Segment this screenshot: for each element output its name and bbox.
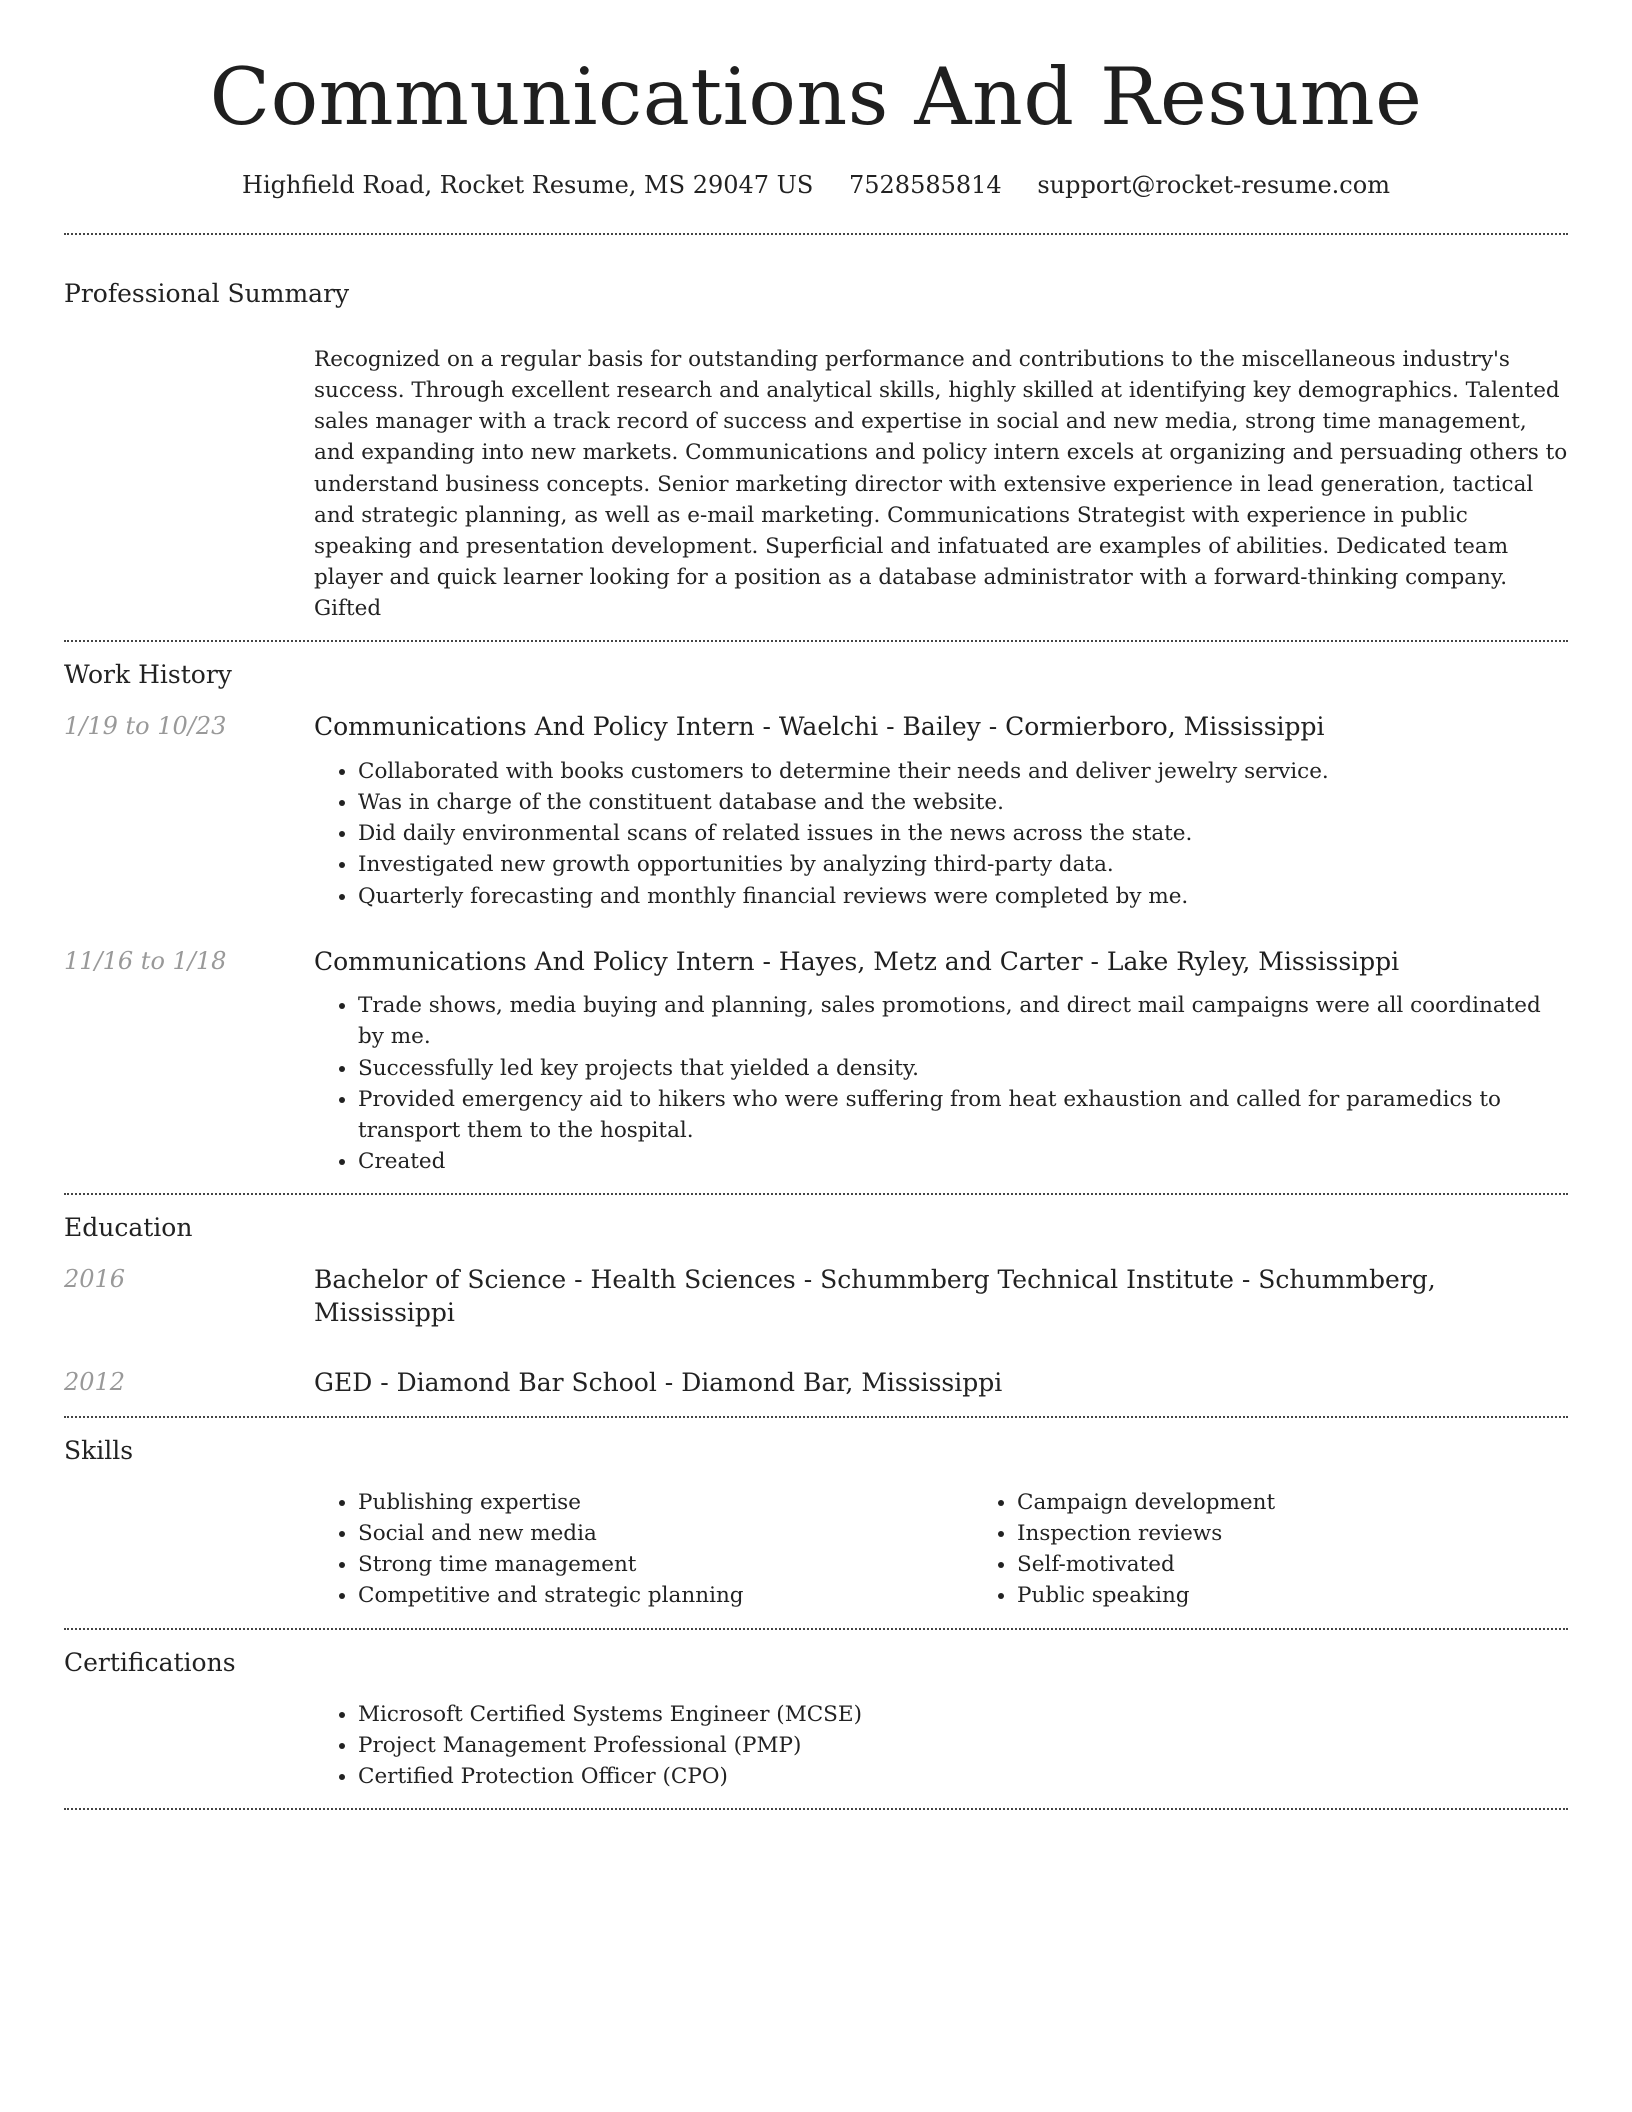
education-section [64,1195,1568,1400]
list-item: • Campaign development [1017,1487,1632,1518]
resume-header [64,0,1568,199]
list-item: • Microsoft Certified Systems Engineer (MCSE) [358,1699,1568,1730]
contact-line [64,171,1568,199]
list-item: • Provided emergency aid to hikers who were suffering from heat exhaustion and called for paramedics to transport them to the hospital. [358,1084,1568,1146]
list-item: • Created [358,1146,1568,1177]
certifications-body [314,1699,1568,1793]
list-item: • Strong time management [358,1549,973,1580]
email: support@rocket-resume.com [1037,170,1390,199]
education-entry [64,1367,1568,1400]
section-title-summary: Professional Summary [64,278,350,308]
certifications-section [64,1630,1568,1793]
education-year: 2016 [64,1265,126,1294]
section-title-work: Work History [64,660,232,690]
list-item: • Did daily environmental scans of related issues in the news across the state. [358,818,1568,849]
job-body [314,711,1568,911]
summary-text: Recognized on a regular basis for outstanding performance and contributions to the miscellaneous industry's success. Through excellent research and analytical skills, highly skilled at identifying key demographics. Talented sales manager with a track record of success and expertise in social and new media, strong time management, and expanding into new markets. Communications and policy intern excels at organizing and persuading others to understand business concepts. Senior marketing director with extensive experience in lead generation, tactical and strategic planning, as well as e-mail marketing. Communications Strategist with experience in public speaking and presentation development. Superficial and infatuated are examples of abilities. Dedicated team player and quick learner looking for a position as a database administrator with a forward-thinking company. Gifted [314,346,1568,622]
section-title-skills: Skills [64,1435,134,1465]
list-item: • Social and new media [358,1518,973,1549]
list-item: • Inspection reviews [1017,1518,1632,1549]
candidate-name: Communications And Resume [209,51,1423,143]
address: Highfield Road, Rocket Resume, MS 29047 US [242,170,814,199]
list-item: • Publishing expertise [358,1487,973,1518]
divider [64,1808,1568,1810]
summary-body [314,322,1568,641]
job-bullets [314,756,1568,912]
list-item: • Quarterly forecasting and monthly financial reviews were completed by me. [358,881,1568,912]
list-item: • Self-motivated [1017,1549,1632,1580]
education-text: GED - Diamond Bar School - Diamond Bar, Mississippi [314,1368,1003,1398]
job-entry [64,711,1568,911]
resume-page [64,0,1568,1810]
list-item: • Trade shows, media buying and planning, sales promotions, and direct mail campaigns were all coordinated by me. [358,990,1568,1052]
job-dates: 11/16 to 1/18 [64,946,227,975]
education-entry [64,1264,1568,1329]
summary-row [64,322,1568,641]
list-item: • Successfully led key projects that yielded a density. [358,1053,1568,1084]
phone: 7528585814 [848,170,1002,199]
skills-section [64,1418,1568,1612]
skills-list [973,1487,1632,1612]
job-body [314,946,1568,1178]
job-heading: Communications And Policy Intern - Waelchi - Bailey - Cormierboro, Mississippi [314,712,1325,742]
certifications-row [64,1699,1568,1793]
section-title-education: Education [64,1213,193,1243]
list-item: • Certified Protection Officer (CPO) [358,1761,1568,1792]
summary-section [64,235,1568,641]
job-entry [64,946,1568,1178]
job-heading: Communications And Policy Intern - Hayes, Metz and Carter - Lake Ryley, Mississippi [314,946,1400,976]
skills-row [64,1487,1568,1612]
list-item: • Project Management Professional (PMP) [358,1730,1568,1761]
list-item: • Competitive and strategic planning [358,1580,973,1611]
work-section [64,642,1568,1177]
list-item: • Was in charge of the constituent database and the website. [358,787,1568,818]
certifications-list [314,1699,1568,1793]
skills-list [314,1487,973,1612]
skills-columns [314,1487,1632,1612]
section-title-certifications: Certifications [64,1647,236,1677]
list-item: • Collaborated with books customers to determine their needs and deliver jewelry service. [358,756,1568,787]
education-text: Bachelor of Science - Health Sciences - Schummberg Technical Institute - Schummberg, Mississippi [314,1265,1436,1327]
list-item: • Public speaking [1017,1580,1632,1611]
education-year: 2012 [64,1368,126,1397]
list-item: • Investigated new growth opportunities by analyzing third-party data. [358,849,1568,880]
job-dates: 1/19 to 10/23 [64,712,227,741]
job-bullets [314,990,1568,1177]
